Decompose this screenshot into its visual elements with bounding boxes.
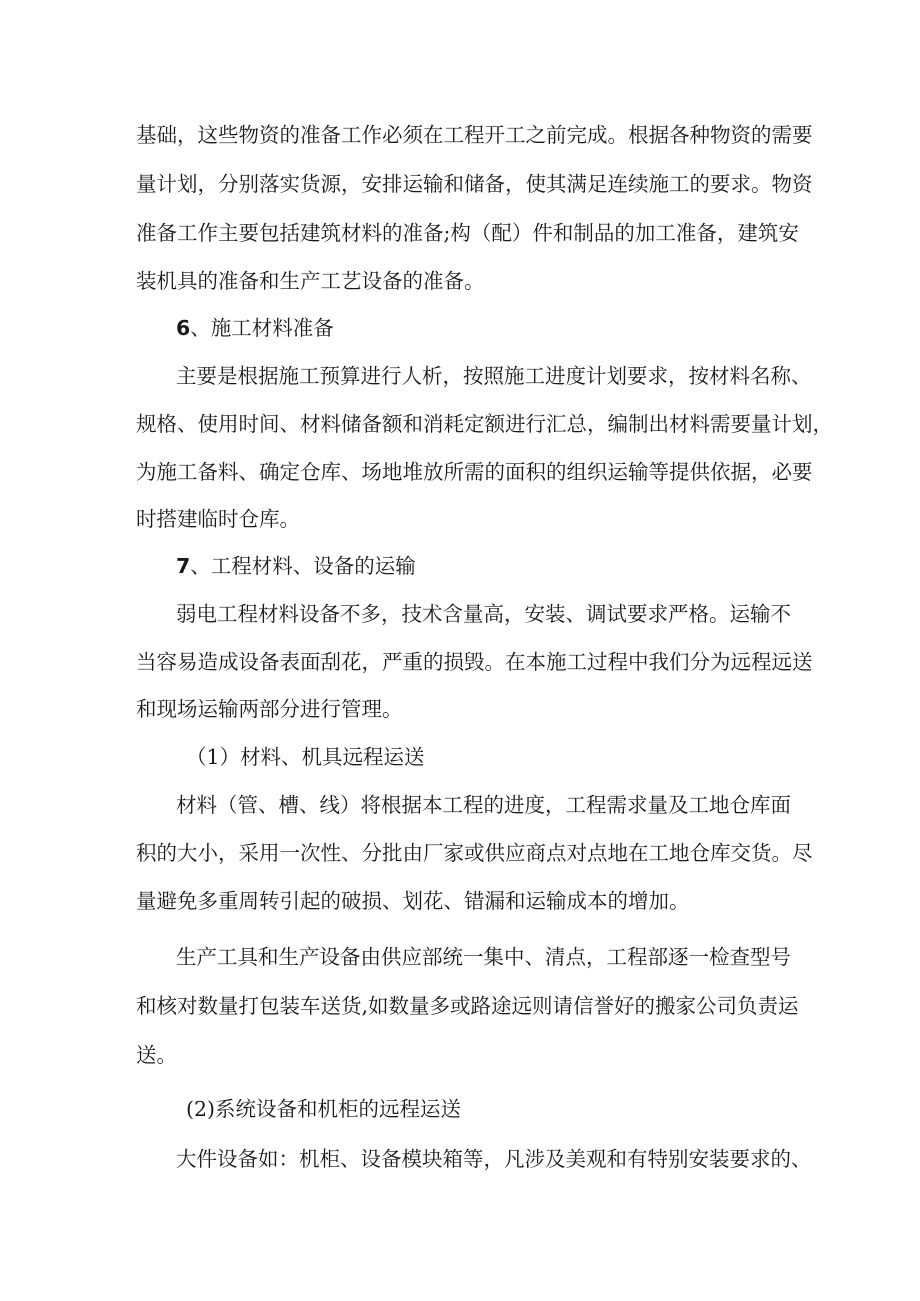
section-7-line-3: 和现场运输两部分进行管理。 (136, 697, 403, 721)
section-7-line-1: 弱电工程材料设备不多，技术含量高，安装、调试要求严格。运输不 (176, 602, 791, 626)
section-7-line-2: 当容易造成设备表面刮花，严重的损毁。在本施工过程中我们分为远程远送 (136, 650, 813, 674)
intro-line-4: 装机具的准备和生产工艺设备的准备。 (136, 269, 485, 293)
subsection-1-para-2-line-2: 和核对数量打包装车送货,如数量多或路途远则请信誉好的搬家公司负责运 (136, 994, 799, 1018)
subsection-1-para-1-line-3: 量避免多重周转引起的破损、划花、错漏和运输成本的增加。 (136, 889, 690, 913)
section-6-number: 6 (176, 316, 191, 340)
subsection-1-heading: （1）材料、机具远程运送 (186, 745, 425, 769)
section-6-line-2: 规格、使用时间、材料储备额和消耗定额进行汇总，编制出材料需要量计划， (136, 412, 833, 436)
subsection-2-line-1: 大件设备如：机柜、设备模块箱等，凡涉及美观和有特别安装要求的、 (176, 1147, 812, 1171)
section-7-number: 7 (176, 554, 191, 578)
subsection-1-para-2-line-3: 送。 (136, 1043, 177, 1067)
section-7-title: 、工程材料、设备的运输 (190, 554, 416, 578)
section-6-heading (176, 313, 334, 343)
subsection-1-para-1-line-1: 材料（管、槽、线）将根据本工程的进度，工程需求量及工地仓库面 (176, 793, 791, 817)
subsection-2-heading: (2)系统设备和机柜的远程运送 (186, 1097, 462, 1121)
section-6-line-4: 时搭建临时仓库。 (136, 507, 300, 531)
intro-line-2: 量计划，分别落实货源，安排运输和储备，使其满足连续施工的要求。物资 (136, 172, 813, 196)
intro-line-3: 准备工作主要包括建筑材料的准备;构（配）件和制品的加工准备，建筑安 (136, 221, 799, 245)
subsection-1-para-2-line-1: 生产工具和生产设备由供应部统一集中、清点，工程部逐一检查型号 (176, 945, 791, 969)
section-6-title: 、施工材料准备 (190, 316, 334, 340)
subsection-1-para-1-line-2: 积的大小，采用一次性、分批由厂家或供应商点对点地在工地仓库交货。尽 (136, 841, 813, 865)
intro-line-1: 基础，这些物资的准备工作必须在工程开工之前完成。根据各种物资的需要 (136, 123, 813, 147)
section-6-line-3: 为施工备料、确定仓库、场地堆放所需的面积的组织运输等提供依据，必要 (136, 460, 813, 484)
section-7-heading (176, 551, 416, 581)
section-6-line-1: 主要是根据施工预算进行人析，按照施工进度计划要求，按材料名称、 (176, 364, 812, 388)
